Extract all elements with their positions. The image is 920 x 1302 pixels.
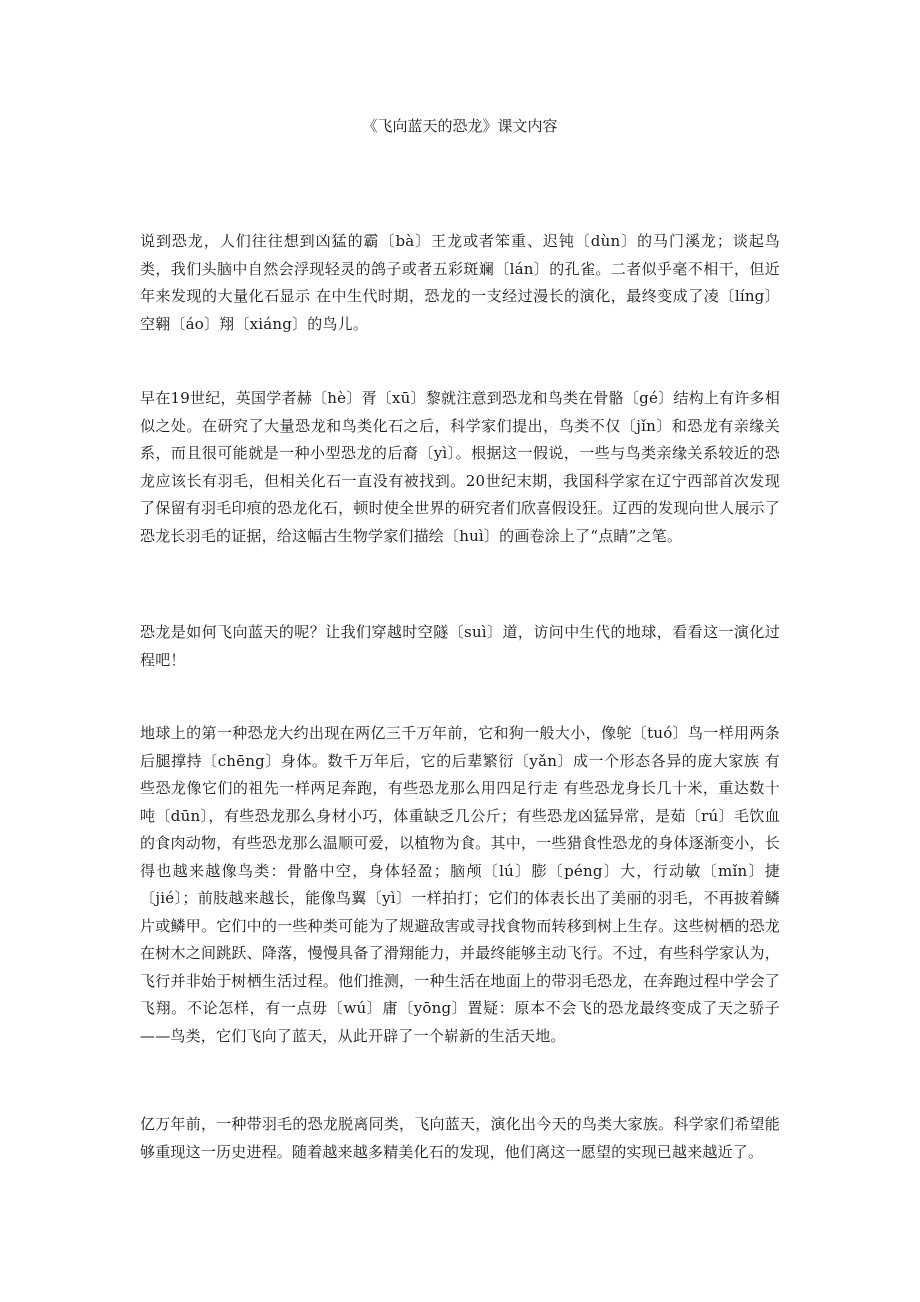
paragraph-2: 早在19世纪，英国学者赫〔hè〕胥〔xū〕黎就注意到恐龙和鸟类在骨骼〔gé〕结构上有许多相似之处。在研究了大量恐龙和鸟类化石之后，科学家们提出，鸟类不仅〔jǐn〕和恐龙有亲缘关系，而且很可能就是一种小型恐龙的后裔〔yì〕。根据这一假说，一些与鸟类亲缘关系较近的恐龙应该长有羽毛，但相关化石一直没有被找到。20世纪末期，我国科学家在辽宁西部首次发现了保留有羽毛印痕的恐龙化石，顿时使全世界的研究者们欣喜假设狂。辽西的发现向世人展示了恐龙长羽毛的证据，给这幅古生物学家们描绘〔huì〕的画卷涂上了“点睛”之笔。 (140, 389, 780, 545)
paragraph-5: 亿万年前，一种带羽毛的恐龙脱离同类，飞向蓝天，演化出今天的鸟类大家族。科学家们希望能够重现这一历史进程。随着越来越多精美化石的发现，他们离这一愿望的实现已越来越近了。 (140, 1115, 780, 1161)
document-title: 《飞向蓝天的恐龙》课文内容 (362, 117, 558, 135)
paragraph-1: 说到恐龙，人们往往想到凶猛的霸〔bà〕王龙或者笨重、迟钝〔dùn〕的马门溪龙；谈起鸟类，我们头脑中自然会浮现轻灵的鸽子或者五彩斑斓〔lán〕的孔雀。二者似乎毫不相干，但近年来发现的大量化石显示 在中生代时期，恐龙的一支经过漫长的演化，最终变成了凌〔líng〕空翱〔áo〕翔〔xiáng〕的鸟儿。 (140, 232, 780, 333)
paragraph-3: 恐龙是如何飞向蓝天的呢？让我们穿越时空隧〔suì〕道，访问中生代的地球，看看这一演化过程吧！ (140, 623, 780, 669)
paragraph-4: 地球上的第一种恐龙大约出现在两亿三千万年前，它和狗一般大小，像鸵〔tuó〕鸟一样用两条后腿撑持〔chēng〕身体。数千万年后，它的后辈繁衍〔yǎn〕成一个形态各异的庞大家族 有些恐龙像它们的祖先一样两足奔跑，有些恐龙那么用四足行走 有些恐龙身长几十米，重达数十吨〔dūn〕，有些恐龙那么身材小巧，体重缺乏几公斤；有些恐龙凶猛异常，是茹〔rú〕毛饮血的食肉动物，有些恐龙那么温顺可爱，以植物为食。其中，一些猎食性恐龙的身体逐渐变小，长得也越来越像鸟类：骨骼中空，身体轻盈；脑颅〔lú〕膨〔péng〕大，行动敏〔mǐn〕捷〔jié〕；前肢越来越长，能像鸟翼〔yì〕一样拍打；它们的体表长出了美丽的羽毛，不再披着鳞片或鳞甲。它们中的一些种类可能为了规避敌害或寻找食物而转移到树上生存。这些树栖的恐龙在树木之间跳跃、降落，慢慢具备了滑翔能力，并最终能够主动飞行。不过，有些科学家认为，飞行并非始于树栖生活过程。他们推测，一种生活在地面上的带羽毛恐龙，在奔跑过程中学会了飞翔。不论怎样，有一点毋〔wú〕庸〔yōng〕置疑：原本不会飞的恐龙最终变成了天之骄子——鸟类，它们飞向了蓝天，从此开辟了一个崭新的生活天地。 (140, 724, 780, 1045)
